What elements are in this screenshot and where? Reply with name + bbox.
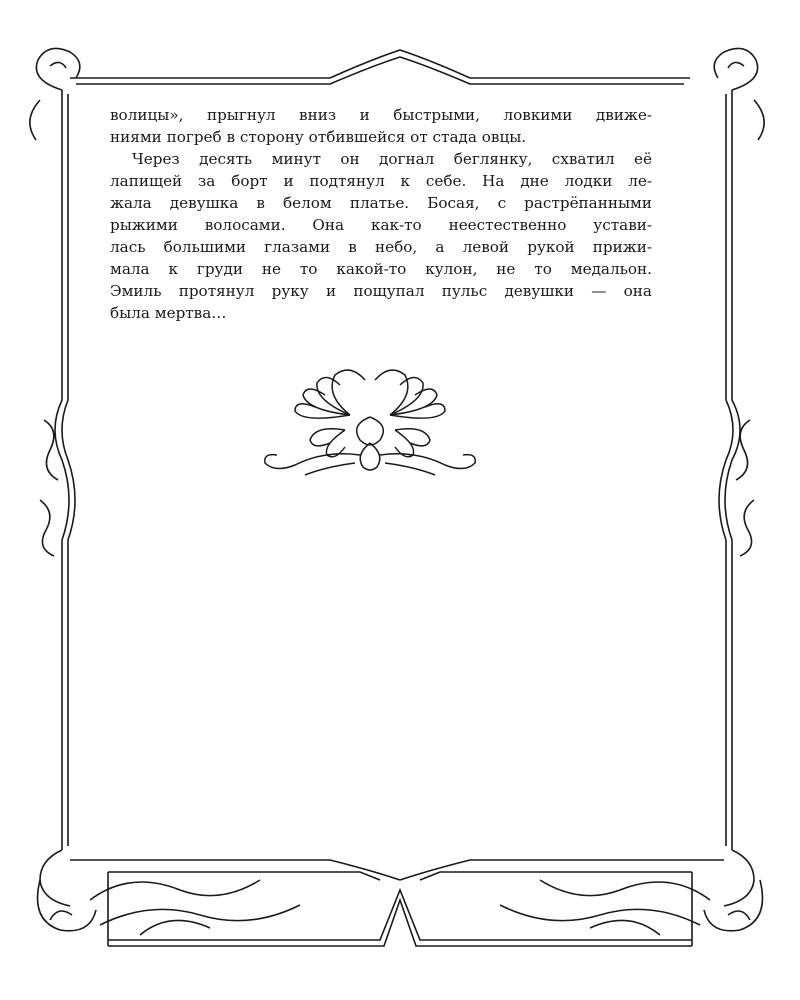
text-line: рыжими волосами. Она как-то неестественно устави- [110,216,652,234]
text-line: лась большими глазами в небо, а левой рукой прижи- [110,238,652,256]
text-line: Эмиль протянул руку и пощупал пульс девушки — она [110,282,652,300]
text-line: ниями погреб в сторону отбившейся от стада овцы. [110,128,527,146]
text-line: лапищей за борт и подтянул к себе. На дне лодки ле- [110,172,652,190]
text-line: волицы», прыгнул вниз и быстрыми, ловкими движе- [110,106,652,124]
text-line: мала к груди не то какой-то кулон, не то медальон. [110,260,652,278]
text-line: была мертва… [110,304,227,322]
text-line: Через десять минут он догнал беглянку, схватил её [132,150,652,168]
shell-fan-ornament [255,355,485,485]
body-text [110,104,652,324]
text-line: жала девушка в белом платье. Босая, с растрёпанными [110,194,652,212]
